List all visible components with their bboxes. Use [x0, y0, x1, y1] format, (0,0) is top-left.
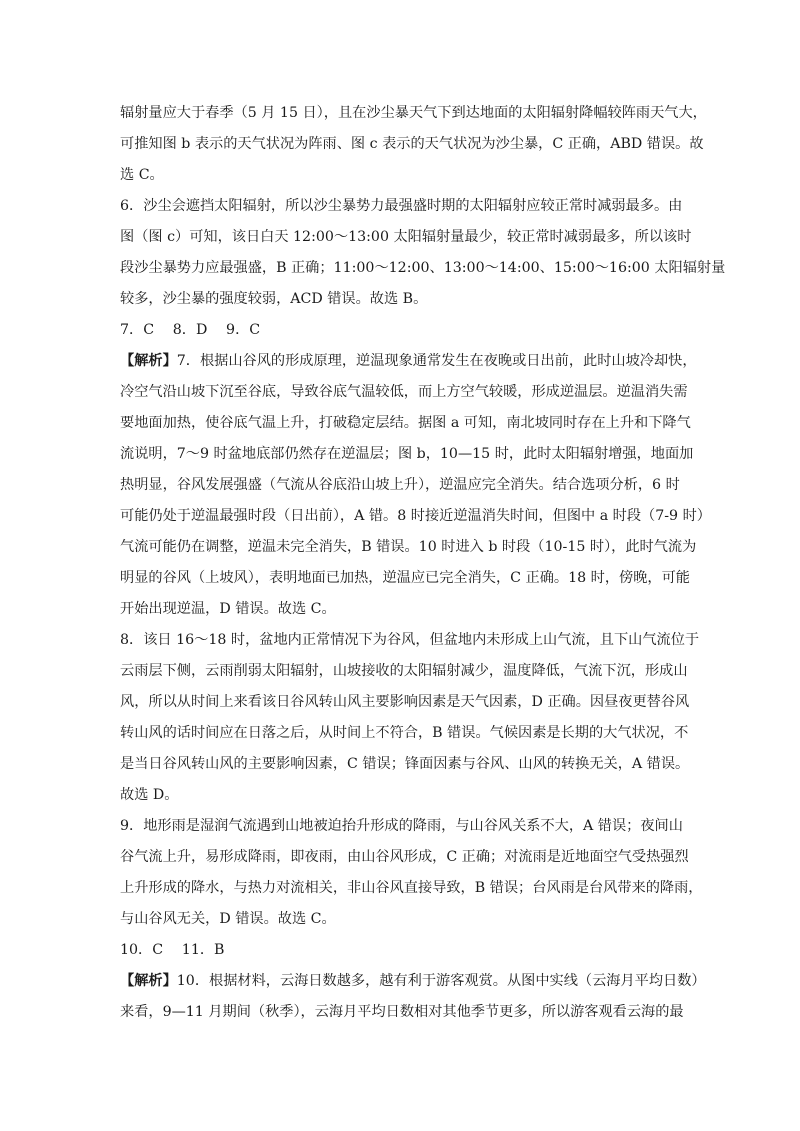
text-line: 6．沙尘会遮挡太阳辐射，所以沙尘暴势力最强盛时期的太阳辐射应较正常时减弱最多。由 [120, 198, 683, 214]
text-line: 上升形成的降水，与热力对流相关，非山谷风直接导致，B 错误；台风雨是台风带来的降雨， [120, 880, 703, 896]
text-line: 9．地形雨是湿润气流遇到山地被迫抬升形成的降雨，与山谷风关系不大，A 错误；夜间山 [120, 818, 683, 834]
text-line: 选 C。 [120, 167, 164, 183]
analysis-text: 10．根据材料，云海日数越多，越有利于游客观赏。从图中实线（云海月平均日数） [176, 973, 706, 989]
text-line [120, 966, 706, 997]
text-line: 谷气流上升，易形成降雨，即夜雨，由山谷风形成，C 正确；对流雨是近地面空气受热强烈 [120, 849, 689, 865]
text-line: 来看，9—11 月期间（秋季），云海月平均日数相对其他季节更多，所以游客观看云海的最 [120, 1004, 684, 1020]
answer-key-line: 10．C 11．B [120, 942, 225, 958]
analysis-tag: 【解析】 [120, 973, 177, 989]
text-line: 风，所以从时间上来看该日谷风转山风主要影响因素是天气因素，D 正确。因昼夜更替谷风 [120, 694, 690, 710]
text-line: 开始出现逆温，D 错误。故选 C。 [120, 601, 336, 617]
text-line: 图（图 c）可知，该日白天 12:00～13:00 太阳辐射量最少，较正常时减弱最多，所以该时 [120, 229, 692, 245]
text-line: 气流可能仍在调整，逆温未完全消失，B 错误。10 时进入 b 时段（10-15 时），此时气流为 [120, 539, 697, 555]
text-line: 可能仍处于逆温最强时段（日出前），A 错。8 时接近逆温消失时间，但图中 a 时段（7-9 时） [120, 508, 711, 524]
answer-explanation-text [120, 98, 726, 1028]
text-line [120, 346, 697, 377]
text-line: 热明显，谷风发展强盛（气流从谷底沿山坡上升），逆温应完全消失。结合选项分析，6 时 [120, 477, 680, 493]
text-line: 冷空气沿山坡下沉至谷底，导致谷底气温较低，而上方空气较暖，形成逆温层。逆温消失需 [120, 384, 688, 400]
text-line: 段沙尘暴势力应最强盛，B 正确；11:00～12:00、13:00～14:00、15:00～16:00 太阳辐射量 [120, 260, 726, 276]
text-line: 故选 D。 [120, 787, 179, 803]
text-line: 与山谷风无关，D 错误。故选 C。 [120, 911, 336, 927]
text-line: 流说明，7～9 时盆地底部仍然存在逆温层；图 b，10—15 时，此时太阳辐射增强，地面加 [120, 446, 694, 462]
text-line: 转山风的话时间应在日落之后，从时间上不符合，B 错误。气候因素是长期的大气状况，不 [120, 725, 689, 741]
text-line: 辐射量应大于春季（5 月 15 日），且在沙尘暴天气下到达地面的太阳辐射降幅较阵雨天气大， [120, 105, 707, 121]
text-line: 明显的谷风（上坡风），表明地面已加热，逆温应已完全消失，C 正确。18 时，傍晚，可能 [120, 570, 690, 586]
text-line: 8．该日 16～18 时，盆地内正常情况下为谷风，但盆地内未形成上山气流，且下山气流位于 [120, 632, 700, 648]
answer-key-line: 7．C 8．D 9．C [120, 322, 261, 338]
text-line: 要地面加热，使谷底气温上升，打破稳定层结。据图 a 可知，南北坡同时存在上升和下降气 [120, 415, 691, 431]
analysis-tag: 【解析】 [120, 353, 177, 369]
text-line: 云雨层下侧，云雨削弱太阳辐射，山坡接收的太阳辐射减少，温度降低，气流下沉，形成山 [120, 663, 688, 679]
text-line: 可推知图 b 表示的天气状况为阵雨、图 c 表示的天气状况为沙尘暴，C 正确，ABD 错误。故 [120, 136, 704, 152]
analysis-text: 7．根据山谷风的形成原理，逆温现象通常发生在夜晚或日出前，此时山坡冷却快， [176, 353, 697, 369]
text-line: 较多，沙尘暴的强度较弱，ACD 错误。故选 B。 [120, 291, 428, 307]
text-line: 是当日谷风转山风的主要影响因素，C 错误；锋面因素与谷风、山风的转换无关，A 错误。 [120, 756, 690, 772]
